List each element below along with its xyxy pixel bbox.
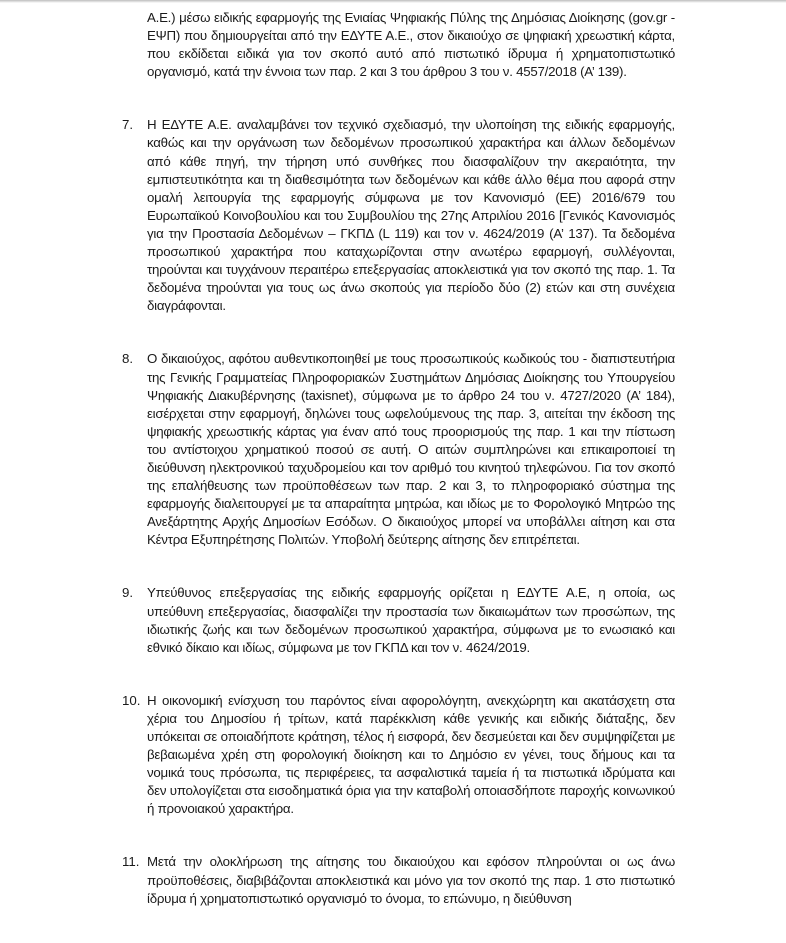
numbered-paragraph-8 — [122, 350, 675, 549]
paragraph-text: Ο δικαιούχος, αφότου αυθεντικοποιηθεί με τους προσωπικούς κωδικούς του - διαπιστευτήρια της Γενικής Γραμματείας Πληροφοριακών Συστημάτων Δημόσιας Διοίκησης του Υπουργείου Ψηφιακής Διακυβέρνησης (taxisnet), σύμφωνα με το άρθρο 24 του ν. 4727/2020 (Α’ 184), εισέρχεται στην εφαρμογή, δηλώνει τους ωφελούμενους της παρ. 3, αιτείται την έκδοση της ψηφιακής χρεωστικής κάρτας για έναν από τους προορισμούς της παρ. 1 και την πίστωση του αντίστοιχου χρηματικού ποσού σε αυτή. Ο αιτών συμπληρώνει και επικαιροποιεί τη διεύθυνση ηλεκτρονικού ταχυδρομείου και τον αριθμό του κινητού τηλεφώνου. Για τον σκοπό της επαλήθευσης των προϋποθέσεων των παρ. 2 και 3, το πληροφοριακό σύστημα της εφαρμογής διαλειτουργεί με τα απαραίτητα μητρώα, και ιδίως με το Φορολογικό Μητρώο της Ανεξάρτητης Αρχής Δημοσίων Εσόδων. Ο δικαιούχος μπορεί να υποβάλλει αίτηση και στα Κέντρα Εξυπηρέτησης Πολιτών. Υποβολή δεύτερης αίτησης δεν επιτρέπεται. — [147, 351, 675, 548]
paragraph-number: 8. — [122, 351, 134, 367]
paragraph-text: Η οικονομική ενίσχυση του παρόντος είναι αφορολόγητη, ανεκχώρητη και ακατάσχετη στα χέρια του Δημοσίου ή τρίτων, κατά παρέκκλιση κάθε γενικής και ειδικής διάταξης, δεν υπόκειται σε οποιαδήποτε κράτηση, τέλος ή εισφορά, δεν δεσμεύεται και δεν συμψηφίζεται με βεβαιωμένα χρέη στη φορολογική διοίκηση και το Δημόσιο εν γένει, τους δήμους και τα νομικά τους πρόσωπα, τις περιφέρειες, τα ασφαλιστικά ταμεία ή τα πιστωτικά ιδρύματα και δεν υπολογίζεται στα εισοδηματικά όρια για την καταβολή οποιασδήποτε παροχής κοινωνικού ή προνοιακού χαρακτήρα. — [147, 692, 675, 817]
paragraph-text: Η ΕΔΥΤΕ Α.Ε. αναλαμβάνει τον τεχνικό σχεδιασμό, την υλοποίηση της ειδικής εφαρμογής, καθώς και την οργάνωση των δεδομένων προσωπικού χαρακτήρα και άλλων δεδομένων από κάθε πηγή, την τήρηση υπό συνθήκες που διασφαλίζουν την ακεραιότητα, την εμπιστευτικότητα και τη διαθεσιμότητα των δεδομένων και κάθε άλλο θέμα που αφορά στην ομαλή λειτουργία της εφαρμογής σύμφωνα με τον Κανονισμό (ΕΕ) 2016/679 του Ευρωπαϊκού Κοινοβουλίου και του Συμβουλίου της 27ης Απριλίου 2016 [Γενικός Κανονισμός για την Προστασία Δεδομένων – ΓΚΠΔ (L 119) και τον ν. 4624/2019 (Α’ 137). Τα δεδομένα προσωπικού χαρακτήρα που καταχωρίζονται στην ανωτέρω εφαρμογή, συλλέγονται, τηρούνται και τυγχάνουν περαιτέρω επεξεργασίας αποκλειστικά για τον σκοπό της παρ. 1. Τα δεδομένα τηρούνται για τους ως άνω σκοπούς για περίοδο δύο (2) ετών και στη συνέχεια διαγράφονται. — [147, 117, 675, 314]
paragraph-number: 11. — [122, 854, 140, 870]
numbered-paragraph-9 — [122, 584, 675, 656]
paragraph-number: 7. — [122, 117, 134, 133]
numbered-paragraph-7 — [122, 116, 675, 315]
paragraph-number: 9. — [122, 585, 134, 601]
numbered-paragraph-10 — [122, 692, 675, 819]
paragraph-text: Υπεύθυνος επεξεργασίας της ειδικής εφαρμογής ορίζεται η ΕΔΥΤΕ Α.Ε, η οποία, ως υπεύθυνη επεξεργασίας, διασφαλίζει την προστασία των δικαιωμάτων των προσώπων, της ιδιωτικής ζωής και των δεδομένων προσωπικού χαρακτήρα, σύμφωνα με το ενωσιακό και εθνικό δίκαιο και ιδίως, σύμφωνα με τον ΓΚΠΔ και τον ν. 4624/2019. — [147, 585, 675, 655]
paragraph-number: 10. — [122, 692, 141, 708]
numbered-paragraph-11 — [122, 853, 675, 907]
paragraph-text: Μετά την ολοκλήρωση της αίτησης του δικαιούχου και εφόσον πληρούνται οι ως άνω προϋποθέσεις, διαβιβάζονται αποκλειστικά και μόνο για τον σκοπό της παρ. 1 στο πιστωτικό ίδρυμα ή χρηματοπιστωτικό οργανισμό το όνομα, το επώνυμο, η διεύθυνση — [147, 854, 675, 906]
viewer-top-edge — [0, 0, 786, 3]
document-page — [122, 9, 675, 943]
lead-paragraph: Α.Ε.) μέσω ειδικής εφαρμογής της Ενιαίας Ψηφιακής Πύλης της Δημόσιας Διοίκησης (gov.gr - ΕΨΠ) που δημιουργείται από την ΕΔΥΤΕ Α.Ε., στον δικαιούχο σε ψηφιακή χρεωστική κάρτα, που εκδίδεται ειδικά για τον σκοπό αυτό από πιστωτικό ίδρυμα ή χρηματοπιστωτικό οργανισμό, κατά την έννοια των παρ. 2 και 3 του άρθρου 3 του ν. 4557/2018 (Α’ 139). — [147, 10, 675, 80]
